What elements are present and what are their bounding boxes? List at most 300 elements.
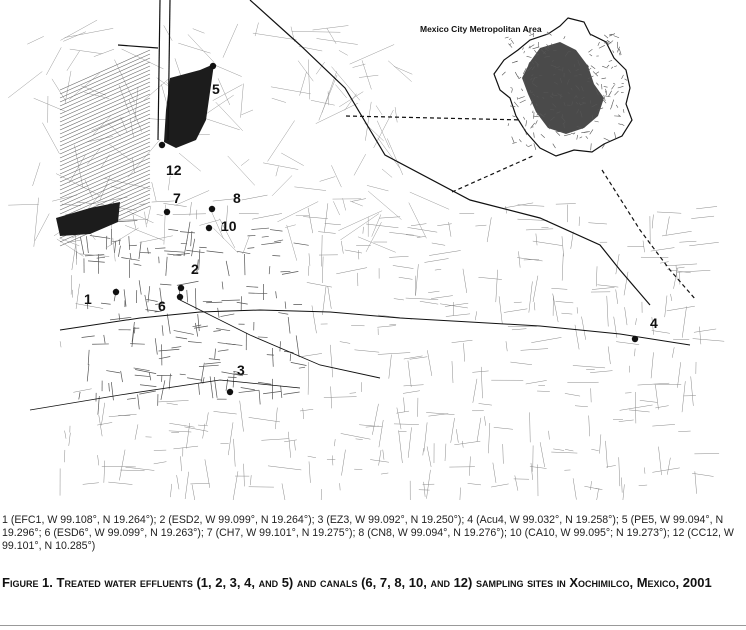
street-line <box>121 258 139 261</box>
street-line <box>324 397 357 398</box>
street-line <box>506 341 507 351</box>
street-line <box>248 293 267 294</box>
street-line <box>258 337 268 338</box>
street-line <box>488 423 489 453</box>
street-line <box>394 424 419 425</box>
street-line <box>389 256 408 257</box>
street-line <box>460 488 461 500</box>
street-line <box>325 223 341 224</box>
street-line <box>241 84 244 118</box>
inset-texture-line <box>509 38 511 39</box>
street-line <box>218 78 230 105</box>
street-line <box>232 471 238 500</box>
street-line <box>241 388 255 390</box>
street-line <box>321 489 322 500</box>
street-line <box>222 300 240 301</box>
street-line <box>218 343 236 345</box>
site-label: 6 <box>158 298 166 314</box>
street-line <box>169 423 194 427</box>
site-marker-icon <box>164 209 170 215</box>
street-line <box>417 236 426 237</box>
street-line <box>689 242 718 246</box>
street-line <box>588 223 607 224</box>
street-line <box>191 239 194 256</box>
site-marker-icon <box>159 142 165 148</box>
inset-texture-line <box>512 142 516 143</box>
street-line <box>181 456 182 471</box>
street-line <box>629 410 650 412</box>
street-line <box>451 418 455 443</box>
street-line <box>188 34 214 62</box>
street-line <box>119 450 125 481</box>
street-line <box>240 401 244 432</box>
street-line <box>389 232 413 235</box>
inset-texture-line <box>534 143 536 150</box>
street-line <box>33 163 41 186</box>
street-line <box>452 340 473 342</box>
street-line <box>607 296 608 327</box>
street-line <box>503 444 504 464</box>
street-line <box>530 412 531 442</box>
street-line <box>396 411 409 413</box>
street-line <box>228 422 233 455</box>
street-line <box>410 192 449 209</box>
street-line <box>140 385 156 387</box>
street-line <box>79 392 80 400</box>
shaded-area-north <box>164 64 214 148</box>
street-line <box>309 253 310 265</box>
street-line <box>665 296 667 318</box>
street-line <box>322 287 326 315</box>
site-7 <box>164 190 181 215</box>
street-line <box>34 198 39 247</box>
street-line <box>515 475 518 490</box>
street-line <box>303 217 328 219</box>
street-line <box>251 228 269 229</box>
street-line <box>133 215 136 229</box>
street-line <box>660 262 669 263</box>
inset-texture-line <box>508 123 509 126</box>
street-line <box>268 466 301 470</box>
street-line <box>666 216 669 235</box>
street-line <box>139 242 141 259</box>
street-line <box>341 241 343 254</box>
street-line <box>638 383 670 385</box>
street-line <box>281 153 304 166</box>
street-line <box>635 318 636 325</box>
street-line <box>308 362 309 395</box>
street-line <box>475 225 486 226</box>
street-line <box>173 446 198 449</box>
street-line <box>170 484 171 497</box>
street-line <box>445 444 446 461</box>
street-line <box>281 386 282 398</box>
street-line <box>282 483 286 500</box>
street-line <box>292 31 341 32</box>
street-line <box>365 102 371 141</box>
street-line <box>699 327 700 345</box>
inset-texture-line <box>512 116 515 117</box>
site-marker-icon <box>209 206 215 212</box>
street-line <box>135 375 150 376</box>
street-line <box>529 281 533 312</box>
street-line <box>341 433 371 439</box>
street-line <box>670 294 671 301</box>
street-line <box>621 478 622 493</box>
street-line <box>493 463 496 483</box>
street-line <box>118 246 120 257</box>
street-line <box>606 465 616 467</box>
inset-texture-line <box>614 36 619 38</box>
street-line <box>590 371 612 373</box>
street-line <box>87 148 100 164</box>
street-line <box>655 406 668 408</box>
street-line <box>377 326 396 328</box>
street-line <box>308 208 313 233</box>
street-line <box>263 391 281 393</box>
street-line <box>575 325 579 350</box>
street-line <box>157 214 163 215</box>
street-line <box>335 85 346 98</box>
street-line <box>162 325 163 335</box>
street-line <box>65 431 66 439</box>
site-label: 3 <box>237 362 245 378</box>
street-line <box>301 353 322 356</box>
street-line <box>354 154 366 175</box>
street-line <box>299 367 305 368</box>
street-line <box>463 343 464 361</box>
street-line <box>494 427 513 429</box>
street-line <box>222 282 223 290</box>
street-line <box>109 414 137 417</box>
street-line <box>35 214 49 241</box>
site-1 <box>84 289 119 307</box>
street-line <box>526 229 553 230</box>
street-line <box>404 397 405 411</box>
site-label: 8 <box>233 190 241 206</box>
street-line <box>334 439 335 446</box>
street-line <box>313 26 349 30</box>
street-line <box>173 214 206 215</box>
site-label: 4 <box>650 315 658 331</box>
street-line <box>644 467 645 473</box>
street-line <box>394 66 412 74</box>
street-line <box>531 337 561 342</box>
site-marker-icon <box>206 225 212 231</box>
street-line <box>322 257 323 283</box>
street-line <box>424 258 448 262</box>
street-line <box>111 382 113 400</box>
street-line <box>423 448 424 455</box>
street-line <box>640 400 657 402</box>
street-line <box>42 123 59 154</box>
street-line <box>8 71 42 97</box>
street-line <box>296 335 299 357</box>
street-line <box>366 224 398 228</box>
street-line <box>333 201 339 215</box>
street-line <box>553 449 564 451</box>
street-line <box>573 478 576 499</box>
street-line <box>101 403 104 426</box>
street-line <box>409 203 427 239</box>
street-line <box>652 424 675 426</box>
street-line <box>93 116 111 135</box>
street-line <box>477 418 481 442</box>
street-line <box>518 251 520 267</box>
street-line <box>331 165 341 187</box>
street-line <box>440 304 468 308</box>
street-line <box>575 406 588 407</box>
street-line <box>316 38 357 44</box>
street-line <box>374 110 394 148</box>
street-line <box>399 277 413 279</box>
street-line <box>594 488 598 500</box>
site-marker-icon <box>227 389 233 395</box>
street-line <box>537 391 550 392</box>
street-line <box>625 307 627 325</box>
inset-map <box>420 18 632 156</box>
street-line <box>213 331 220 332</box>
street-line <box>479 403 492 405</box>
street-line <box>158 400 188 401</box>
street-line <box>125 467 154 470</box>
street-line <box>540 442 545 467</box>
street-line <box>655 385 658 410</box>
street-line <box>234 439 236 467</box>
street-line <box>319 75 337 120</box>
street-line <box>411 224 426 226</box>
inset-texture-line <box>613 50 614 52</box>
street-line <box>174 330 194 334</box>
street-line <box>453 302 454 316</box>
street-line <box>275 408 277 430</box>
street-line <box>376 106 382 115</box>
street-line <box>393 265 414 268</box>
street-line <box>404 385 424 386</box>
street-line <box>383 450 384 460</box>
street-line <box>462 441 463 448</box>
inset-texture-line <box>519 139 521 142</box>
street-line <box>510 362 532 365</box>
street-line <box>207 251 224 253</box>
street-line <box>677 267 685 268</box>
street-line <box>294 243 309 245</box>
street-line <box>549 431 550 440</box>
street-line <box>284 440 297 442</box>
street-line <box>565 449 573 451</box>
street-line <box>106 228 139 248</box>
street-line <box>590 481 591 490</box>
street-line <box>69 433 71 446</box>
site-marker-icon <box>210 63 216 69</box>
street-line <box>354 350 379 352</box>
street-line <box>435 269 441 270</box>
site-marker-icon <box>177 294 183 300</box>
street-line <box>63 32 86 42</box>
street-line <box>619 420 634 422</box>
street-line <box>665 264 697 266</box>
street-line <box>330 345 333 377</box>
street-line <box>27 36 44 44</box>
street-line <box>536 234 537 246</box>
street-line <box>368 191 401 220</box>
street-line <box>397 408 401 430</box>
street-line <box>427 446 431 466</box>
street-line <box>269 266 270 274</box>
street-line <box>88 261 105 262</box>
street-line <box>167 403 178 405</box>
street-line <box>97 257 105 258</box>
street-line <box>60 341 61 347</box>
street-line <box>312 305 317 333</box>
street-line <box>287 225 297 261</box>
street-line <box>178 43 210 53</box>
street-line <box>280 271 290 272</box>
street-line <box>125 225 164 240</box>
site-10 <box>206 218 237 234</box>
street-line <box>213 64 242 76</box>
street-line <box>619 457 620 486</box>
street-line <box>531 463 533 480</box>
street-line <box>316 103 358 124</box>
street-line <box>139 280 141 294</box>
street-line <box>343 198 346 210</box>
street-line <box>682 381 685 412</box>
street-line <box>244 254 245 275</box>
street-line <box>280 341 281 351</box>
street-line <box>173 253 190 255</box>
street-line <box>526 380 547 384</box>
street-line <box>303 408 304 419</box>
street-line <box>206 412 208 424</box>
street-line <box>308 456 316 458</box>
street-line <box>294 187 326 191</box>
street-line <box>185 472 189 499</box>
street-line <box>285 302 286 309</box>
street-line <box>169 431 191 432</box>
street-line <box>693 339 725 342</box>
street-line <box>496 270 498 302</box>
street-line <box>589 416 590 437</box>
street-line <box>596 266 597 286</box>
street-line <box>190 483 209 484</box>
site-2 <box>178 261 199 291</box>
street-line <box>410 357 428 360</box>
street-line <box>218 350 229 352</box>
street-line <box>168 229 178 230</box>
street-line <box>129 245 137 246</box>
street-line <box>270 230 282 232</box>
street-line <box>691 216 714 218</box>
street-line <box>358 250 359 259</box>
street-line <box>102 466 136 467</box>
street-line <box>530 466 547 468</box>
street-line <box>186 250 204 252</box>
street-line <box>79 254 109 257</box>
street-line <box>8 204 39 205</box>
street-line <box>80 237 83 254</box>
street-line <box>67 240 80 243</box>
street-line <box>336 268 367 274</box>
street-line <box>99 415 102 436</box>
site-6 <box>158 294 183 314</box>
street-line <box>388 61 411 82</box>
street-line <box>597 285 618 287</box>
street-line <box>311 100 335 105</box>
street-line <box>469 456 470 475</box>
figure-caption: Figure 1. Treated water effluents (1, 2, 3, 4, and 5) and canals (6, 7, 8, 10, and 12) sampling sites in Xochimilco, Mexico, 2001 <box>2 575 712 590</box>
street-line <box>272 348 273 367</box>
street-line <box>187 290 188 302</box>
street-line <box>161 380 165 400</box>
street-line <box>268 120 295 161</box>
street-line <box>350 201 363 206</box>
street-line <box>104 335 105 343</box>
inset-texture-line <box>512 137 514 143</box>
street-line <box>109 383 110 391</box>
street-line <box>191 231 192 246</box>
street-line <box>452 361 453 383</box>
street-line <box>272 255 280 256</box>
inset-texture-line <box>528 145 532 147</box>
street-line <box>378 353 410 355</box>
street-line <box>199 384 200 395</box>
street-line <box>309 461 310 482</box>
street-line <box>499 296 502 324</box>
street-line <box>177 281 199 285</box>
street-line <box>682 306 686 337</box>
street-line <box>263 163 298 170</box>
street-line <box>294 441 295 451</box>
street-line <box>186 423 189 448</box>
street-line <box>446 314 470 317</box>
street-line <box>652 215 653 229</box>
street-line <box>132 330 134 347</box>
street-line <box>46 47 61 75</box>
street-line <box>71 275 72 294</box>
street-line <box>190 202 192 216</box>
street-line <box>379 217 400 218</box>
street-line <box>449 222 451 237</box>
street-line <box>159 357 170 359</box>
street-line <box>652 468 679 472</box>
street-line <box>427 350 432 376</box>
inset-title: Mexico City Metropolitan Area <box>420 24 542 34</box>
street-line <box>341 450 345 476</box>
street-line <box>534 302 535 310</box>
street-line <box>213 411 236 414</box>
street-line <box>657 212 681 213</box>
street-line <box>382 169 392 177</box>
street-line <box>350 45 394 65</box>
street-line <box>428 291 439 293</box>
street-line <box>246 286 258 287</box>
street-line <box>169 374 170 390</box>
street-line <box>261 242 281 245</box>
street-line <box>86 136 113 142</box>
street-line <box>67 51 80 71</box>
street-line <box>420 301 438 304</box>
site-label: 5 <box>212 81 220 97</box>
street-line <box>424 422 427 451</box>
street-line <box>86 236 88 253</box>
street-line <box>475 311 477 320</box>
street-line <box>108 482 132 484</box>
street-line <box>274 240 283 242</box>
street-line <box>121 371 123 382</box>
street-line <box>639 485 647 486</box>
street-line <box>98 455 99 465</box>
